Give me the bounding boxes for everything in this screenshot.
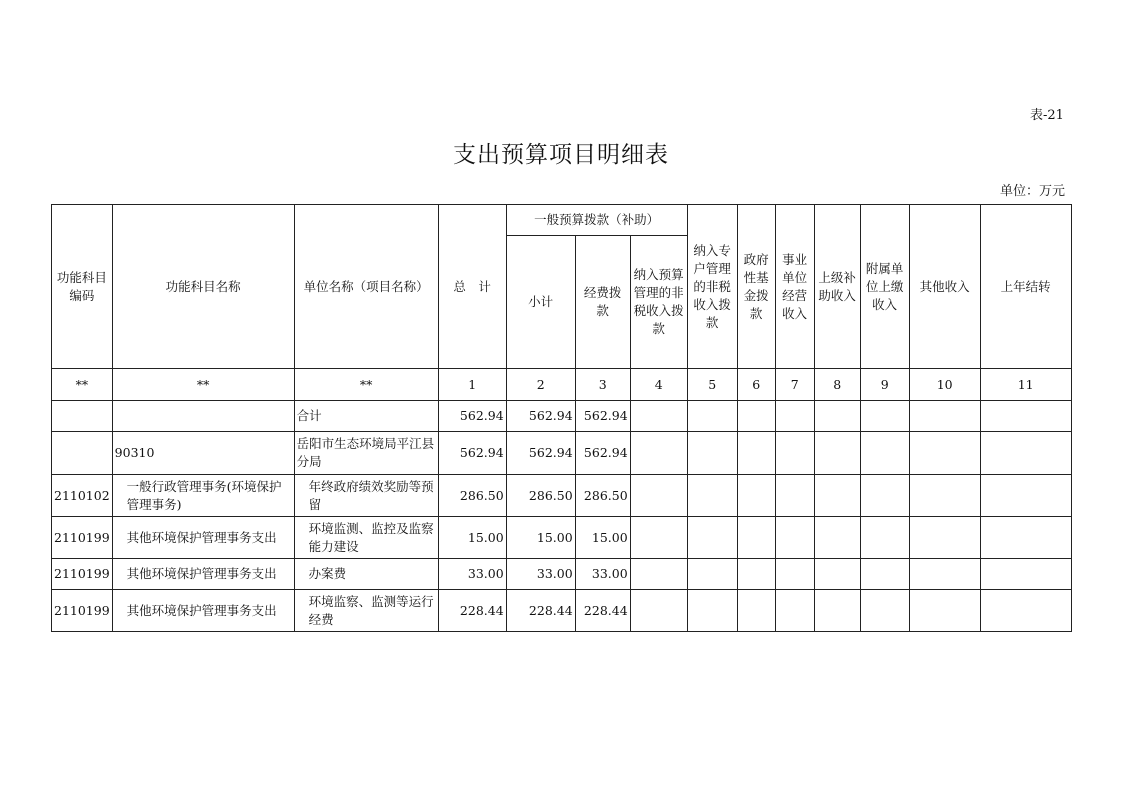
- empty-cell: [814, 475, 860, 517]
- unit-cell: 办案费: [294, 559, 438, 590]
- empty-cell: [860, 559, 909, 590]
- empty-cell: [909, 475, 980, 517]
- subtotal-cell: 562.94: [506, 401, 575, 432]
- header-business: 事业 单位 经营 收入: [775, 205, 814, 369]
- table-row: [52, 401, 1072, 432]
- header-nontax-mgmt: 纳入预算 管理的非 税收入拨 款: [630, 236, 687, 369]
- subtotal-cell: 286.50: [506, 475, 575, 517]
- name-cell: 其他环境保护管理事务支出: [112, 517, 294, 559]
- unit-cell: 年终政府绩效奖励等预留: [294, 475, 438, 517]
- empty-cell: [687, 517, 737, 559]
- unit-cell: 合计: [294, 401, 438, 432]
- unit-label: 单位：万元: [1000, 184, 1066, 199]
- empty-cell: [860, 432, 909, 475]
- index-cell: 4: [630, 369, 687, 401]
- index-cell: 7: [775, 369, 814, 401]
- empty-cell: [860, 517, 909, 559]
- empty-cell: [737, 590, 775, 632]
- total-cell: 562.94: [438, 401, 506, 432]
- header-name: 功能科目名称: [112, 205, 294, 369]
- empty-cell: [909, 401, 980, 432]
- header-superior: 上级补 助收入: [814, 205, 860, 369]
- empty-cell: [909, 559, 980, 590]
- index-cell: 6: [737, 369, 775, 401]
- header-special-nontax: 纳入专 户管理 的非税 收入拨 款: [687, 205, 737, 369]
- empty-cell: [630, 401, 687, 432]
- table-row: [52, 590, 1072, 632]
- subtotal-cell: 562.94: [506, 432, 575, 475]
- empty-cell: [814, 401, 860, 432]
- index-row: [52, 369, 1072, 401]
- table-row: [52, 475, 1072, 517]
- page-title: 支出预算项目明细表: [453, 142, 669, 168]
- empty-cell: [687, 559, 737, 590]
- empty-cell: [775, 559, 814, 590]
- name-cell: 90310: [112, 432, 294, 475]
- empty-cell: [737, 559, 775, 590]
- subtotal-cell: 33.00: [506, 559, 575, 590]
- index-cell: **: [112, 369, 294, 401]
- table-row: [52, 432, 1072, 475]
- table-row: [52, 517, 1072, 559]
- unit-cell: 环境监察、监测等运行经费: [294, 590, 438, 632]
- total-cell: 562.94: [438, 432, 506, 475]
- header-affiliated: 附属单 位上缴 收入: [860, 205, 909, 369]
- code-cell: [52, 432, 113, 475]
- header-general-group: 一般预算拨款（补助）: [506, 205, 687, 236]
- funding-cell: 562.94: [575, 401, 630, 432]
- header-unit-project: 单位名称（项目名称）: [294, 205, 438, 369]
- index-cell: 8: [814, 369, 860, 401]
- funding-cell: 286.50: [575, 475, 630, 517]
- empty-cell: [980, 432, 1071, 475]
- code-cell: [52, 401, 113, 432]
- total-cell: 33.00: [438, 559, 506, 590]
- empty-cell: [630, 517, 687, 559]
- name-cell: [112, 401, 294, 432]
- empty-cell: [980, 401, 1071, 432]
- empty-cell: [775, 475, 814, 517]
- funding-cell: 228.44: [575, 590, 630, 632]
- total-cell: 286.50: [438, 475, 506, 517]
- header-total: 总 计: [438, 205, 506, 369]
- empty-cell: [814, 432, 860, 475]
- empty-cell: [775, 517, 814, 559]
- subtotal-cell: 15.00: [506, 517, 575, 559]
- empty-cell: [909, 590, 980, 632]
- empty-cell: [775, 432, 814, 475]
- empty-cell: [860, 590, 909, 632]
- index-cell: 1: [438, 369, 506, 401]
- empty-cell: [775, 590, 814, 632]
- empty-cell: [630, 475, 687, 517]
- index-cell: 11: [980, 369, 1071, 401]
- total-cell: 15.00: [438, 517, 506, 559]
- header-subtotal: 小计: [506, 236, 575, 369]
- index-cell: 3: [575, 369, 630, 401]
- empty-cell: [980, 590, 1071, 632]
- empty-cell: [860, 475, 909, 517]
- index-cell: 10: [909, 369, 980, 401]
- name-cell: 一般行政管理事务(环境保护管理事务): [112, 475, 294, 517]
- table-number: 表-21: [1030, 108, 1064, 123]
- funding-cell: 33.00: [575, 559, 630, 590]
- header-funding: 经费拨 款: [575, 236, 630, 369]
- table-row: [52, 559, 1072, 590]
- funding-cell: 15.00: [575, 517, 630, 559]
- empty-cell: [980, 475, 1071, 517]
- empty-cell: [630, 559, 687, 590]
- code-cell: 2110199: [52, 517, 113, 559]
- empty-cell: [630, 590, 687, 632]
- header-code: 功能科目 编码: [52, 205, 113, 369]
- subtotal-cell: 228.44: [506, 590, 575, 632]
- empty-cell: [687, 590, 737, 632]
- empty-cell: [814, 590, 860, 632]
- empty-cell: [980, 517, 1071, 559]
- code-cell: 2110199: [52, 590, 113, 632]
- empty-cell: [687, 432, 737, 475]
- code-cell: 2110102: [52, 475, 113, 517]
- empty-cell: [630, 432, 687, 475]
- empty-cell: [687, 401, 737, 432]
- funding-cell: 562.94: [575, 432, 630, 475]
- empty-cell: [737, 517, 775, 559]
- empty-cell: [860, 401, 909, 432]
- empty-cell: [814, 559, 860, 590]
- header-carryover: 上年结转: [980, 205, 1071, 369]
- header-other: 其他收入: [909, 205, 980, 369]
- index-cell: **: [294, 369, 438, 401]
- index-cell: 2: [506, 369, 575, 401]
- unit-cell: 环境监测、监控及监察能力建设: [294, 517, 438, 559]
- empty-cell: [687, 475, 737, 517]
- index-cell: 5: [687, 369, 737, 401]
- empty-cell: [909, 432, 980, 475]
- empty-cell: [775, 401, 814, 432]
- name-cell: 其他环境保护管理事务支出: [112, 559, 294, 590]
- code-cell: 2110199: [52, 559, 113, 590]
- empty-cell: [737, 432, 775, 475]
- empty-cell: [737, 475, 775, 517]
- name-cell: 其他环境保护管理事务支出: [112, 590, 294, 632]
- empty-cell: [814, 517, 860, 559]
- index-cell: **: [52, 369, 113, 401]
- index-cell: 9: [860, 369, 909, 401]
- empty-cell: [737, 401, 775, 432]
- total-cell: 228.44: [438, 590, 506, 632]
- budget-detail-table: [51, 204, 1072, 632]
- header-gov-fund: 政府 性基 金拨 款: [737, 205, 775, 369]
- empty-cell: [909, 517, 980, 559]
- empty-cell: [980, 559, 1071, 590]
- unit-cell: 岳阳市生态环境局平江县分局: [294, 432, 438, 475]
